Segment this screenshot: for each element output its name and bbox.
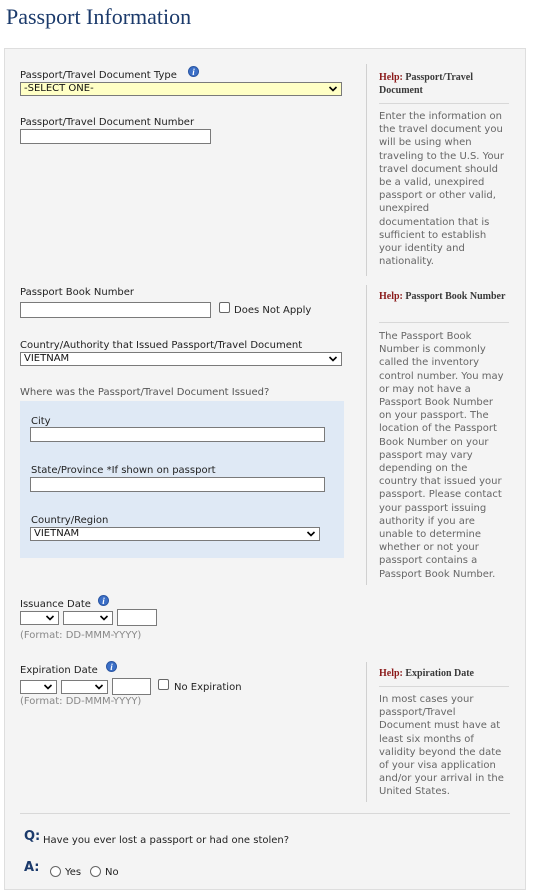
help-doc-body bbox=[379, 110, 504, 268]
chevron-down-icon bbox=[94, 682, 104, 692]
help-line: passport may vary bbox=[379, 449, 473, 461]
doc-type-select[interactable] bbox=[20, 82, 342, 96]
doc-number-label: Passport/Travel Document Number bbox=[20, 117, 195, 128]
chevron-down-icon bbox=[328, 84, 338, 94]
state-input[interactable] bbox=[30, 477, 325, 492]
help-line: depending on the bbox=[379, 463, 468, 475]
chevron-down-icon bbox=[99, 613, 109, 623]
help-line: validity beyond the date bbox=[379, 746, 502, 758]
help-book-body bbox=[379, 330, 504, 581]
issued-country-select[interactable] bbox=[30, 527, 320, 541]
help-exp-body bbox=[379, 693, 504, 799]
no-expiration-checkbox[interactable] bbox=[158, 679, 169, 690]
info-icon[interactable]: i bbox=[188, 66, 199, 77]
issuing-country-value: VIETNAM bbox=[24, 353, 70, 364]
does-not-apply-checkbox[interactable] bbox=[219, 302, 230, 313]
chevron-down-icon bbox=[43, 682, 53, 692]
issuance-month-select[interactable] bbox=[63, 611, 113, 625]
help-divider bbox=[366, 285, 367, 585]
issuance-year-input[interactable] bbox=[117, 609, 157, 626]
help-exp-title-text: Expiration Date bbox=[405, 668, 474, 679]
help-line: on your passport. The bbox=[379, 410, 489, 422]
help-line: In most cases your bbox=[379, 694, 474, 705]
info-icon[interactable]: i bbox=[98, 595, 109, 606]
no-radio[interactable] bbox=[90, 866, 101, 877]
issued-where-heading: Where was the Passport/Travel Document Issued? bbox=[20, 387, 270, 398]
expiration-day-select[interactable] bbox=[20, 680, 57, 694]
help-line: passport or other valid, bbox=[379, 190, 496, 202]
expiration-year-input[interactable] bbox=[112, 678, 151, 695]
help-line: and/or your arrival in the bbox=[379, 773, 504, 785]
expiration-month-select[interactable] bbox=[61, 680, 108, 694]
help-rule bbox=[379, 686, 509, 687]
help-line: Passport Book Number. bbox=[379, 568, 496, 580]
chevron-down-icon bbox=[328, 354, 338, 364]
help-line: country that issued your bbox=[379, 476, 502, 488]
help-line: unexpired bbox=[379, 203, 430, 215]
help-line: The Passport Book bbox=[379, 331, 472, 342]
help-line: Document must have at bbox=[379, 720, 501, 732]
issued-country-value: VIETNAM bbox=[34, 528, 80, 539]
help-line: passport/Travel bbox=[379, 707, 456, 719]
help-line: passport. Please contact bbox=[379, 489, 502, 501]
chevron-down-icon bbox=[306, 529, 316, 539]
help-book-title-text: Passport Book Number bbox=[405, 291, 506, 302]
help-doc-title-text: Passport/Travel Document bbox=[379, 72, 473, 96]
help-divider bbox=[366, 662, 367, 802]
help-line: authority if you are bbox=[379, 515, 475, 527]
help-line: be a valid, unexpired bbox=[379, 177, 485, 189]
help-line: unable to determine bbox=[379, 529, 481, 541]
help-prefix: Help: bbox=[379, 668, 403, 679]
question-marker: Q: bbox=[24, 829, 41, 844]
help-line: will be using when bbox=[379, 137, 472, 149]
help-line: Enter the information on bbox=[379, 111, 502, 122]
no-label: No bbox=[105, 867, 119, 878]
help-divider bbox=[366, 64, 367, 276]
answer-marker: A: bbox=[24, 860, 40, 875]
doc-type-label: Passport/Travel Document Type bbox=[20, 70, 177, 81]
expiration-date-label: Expiration Date bbox=[20, 665, 98, 676]
help-line: your passport issuing bbox=[379, 502, 487, 514]
yes-label: Yes bbox=[65, 867, 82, 878]
info-icon[interactable]: i bbox=[106, 661, 117, 672]
issuance-day-select[interactable] bbox=[20, 611, 59, 625]
help-line: sufficient to establish bbox=[379, 229, 487, 241]
help-line: or may not have a bbox=[379, 383, 471, 395]
book-number-input[interactable] bbox=[20, 302, 211, 318]
help-line: Passport Book Number bbox=[379, 397, 494, 409]
help-line: of your visa application bbox=[379, 760, 496, 772]
help-prefix: Help: bbox=[379, 291, 403, 302]
help-line: nationality. bbox=[379, 256, 434, 268]
help-prefix: Help: bbox=[379, 72, 403, 83]
state-label: State/Province *If shown on passport bbox=[31, 465, 216, 476]
book-number-label: Passport Book Number bbox=[20, 287, 135, 298]
doc-type-value: -SELECT ONE- bbox=[24, 83, 94, 94]
issuing-country-select[interactable] bbox=[20, 352, 342, 366]
issued-country-label: Country/Region bbox=[31, 515, 109, 526]
help-book-title bbox=[379, 290, 514, 303]
help-line: traveling to the U.S. Your bbox=[379, 150, 505, 162]
help-rule bbox=[379, 322, 509, 323]
no-expiration-label: No Expiration bbox=[174, 682, 242, 693]
help-line: the travel document you bbox=[379, 124, 503, 136]
help-line: whether or not your bbox=[379, 542, 479, 554]
help-exp-title bbox=[379, 667, 514, 680]
city-label: City bbox=[31, 416, 51, 427]
help-doc-title bbox=[379, 71, 514, 97]
city-input[interactable] bbox=[30, 427, 325, 442]
expiration-date-format: (Format: DD-MMM-YYYY) bbox=[20, 696, 142, 707]
question-text: Have you ever lost a passport or had one stolen? bbox=[43, 835, 290, 846]
help-line: United States. bbox=[379, 786, 450, 798]
help-line: Book Number on your bbox=[379, 436, 489, 448]
help-line: passport contains a bbox=[379, 555, 478, 567]
help-line: travel document should bbox=[379, 163, 498, 175]
help-rule bbox=[379, 103, 509, 104]
help-line: Number is commonly bbox=[379, 344, 486, 356]
help-line: location of the Passport bbox=[379, 423, 497, 435]
issuance-date-label: Issuance Date bbox=[20, 599, 91, 610]
issuance-date-format: (Format: DD-MMM-YYYY) bbox=[20, 630, 142, 641]
does-not-apply-label: Does Not Apply bbox=[234, 305, 312, 316]
help-line: called the inventory bbox=[379, 357, 480, 369]
page-title: Passport Information bbox=[6, 4, 192, 29]
issuing-country-label: Country/Authority that Issued Passport/Travel Document bbox=[20, 340, 303, 351]
doc-number-input[interactable] bbox=[20, 129, 211, 144]
help-line: least six months of bbox=[379, 733, 474, 745]
help-line: your identity and bbox=[379, 243, 465, 255]
yes-radio[interactable] bbox=[50, 866, 61, 877]
help-line: documentation that is bbox=[379, 216, 490, 228]
chevron-down-icon bbox=[45, 613, 55, 623]
help-line: control number. You may bbox=[379, 370, 504, 382]
section-divider bbox=[20, 813, 510, 814]
